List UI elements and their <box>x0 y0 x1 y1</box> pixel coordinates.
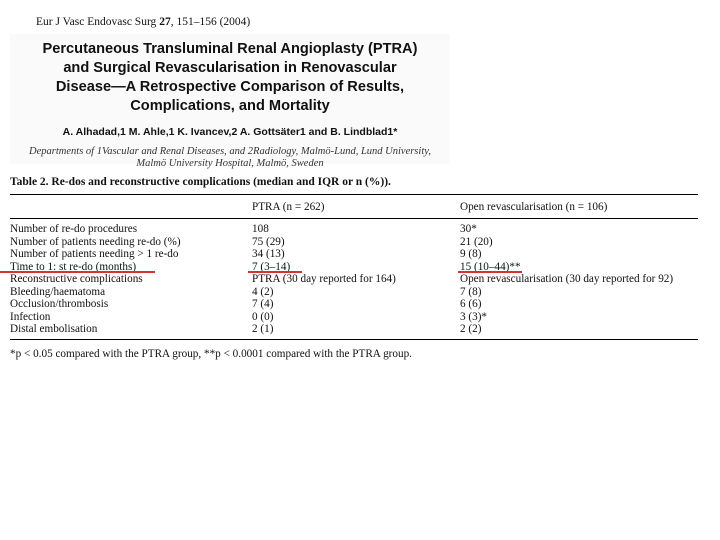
annotation-underline-ptra <box>248 271 302 273</box>
table-header-rule <box>10 218 698 219</box>
header-open-revascularisation: Open revascularisation (n = 106) <box>460 201 608 213</box>
open-value: 7 (8) <box>460 285 482 298</box>
row-label: Infection <box>10 310 51 323</box>
open-value: 3 (3)* <box>460 310 488 323</box>
row-label: Bleeding/haematoma <box>10 285 106 298</box>
ptra-value: 2 (1) <box>252 323 274 335</box>
open-value: 2 (2) <box>460 323 482 335</box>
journal-pages: , 151–156 (2004) <box>170 16 251 28</box>
open-value: 21 (20) <box>460 235 493 248</box>
annotation-underline-label <box>0 271 155 273</box>
row-label: Time to 1: st re-do (months) <box>10 260 137 273</box>
ptra-value: 34 (13) <box>252 248 285 260</box>
open-value: 9 (8) <box>460 248 482 260</box>
row-label: Distal embolisation <box>10 323 98 335</box>
table-row <box>0 311 720 324</box>
row-label: Occlusion/thrombosis <box>10 298 109 310</box>
table-row <box>0 298 720 311</box>
affiliation-line: Malmö University Hospital, Malmö, Sweden <box>136 158 324 169</box>
ptra-value: 7 (4) <box>252 298 274 310</box>
paper-header-clip <box>10 34 450 169</box>
table-row <box>0 248 720 261</box>
ptra-value: 4 (2) <box>252 285 274 298</box>
paper-title-line: Complications, and Mortality <box>130 98 330 114</box>
paper-authors: A. Alhadad,1 M. Ahle,1 K. Ivancev,2 A. Gottsäter1 and B. Lindblad1* <box>62 126 398 138</box>
open-value: 15 (10–44)** <box>460 260 521 273</box>
row-label: Number of re-do procedures <box>10 223 138 235</box>
ptra-value: 0 (0) <box>252 310 274 323</box>
annotation-underline-open <box>458 271 522 273</box>
paper-title-line: Percutaneous Transluminal Renal Angioplasty (PTRA) <box>42 41 418 57</box>
journal-name: Eur J Vasc Endovasc Surg <box>36 16 157 28</box>
ptra-value: PTRA (30 day reported for 164) <box>252 273 396 285</box>
open-value: Open revascularisation (30 day reported for 92) <box>460 273 674 285</box>
table-row <box>0 273 720 286</box>
row-label: Number of patients needing re-do (%) <box>10 235 181 248</box>
journal-volume: 27 <box>159 16 171 28</box>
table-bottom-rule <box>10 339 698 340</box>
table-footnote: *p < 0.05 compared with the PTRA group, **p < 0.0001 compared with the PTRA group. <box>10 348 412 360</box>
ptra-value: 7 (3–14) <box>252 260 291 273</box>
paper-title <box>10 40 450 116</box>
paper-affiliation <box>10 146 450 170</box>
table-row <box>0 236 720 249</box>
row-label: Reconstructive complications <box>10 273 143 285</box>
table-caption: Table 2. Re-dos and reconstructive complications (median and IQR or n (%)). <box>10 176 391 188</box>
table-row <box>0 286 720 299</box>
table-header-row <box>0 201 720 214</box>
paper-title-line: and Surgical Revascularisation in Renovascular <box>63 60 397 76</box>
header-ptra: PTRA (n = 262) <box>252 201 325 213</box>
ptra-value: 108 <box>252 223 269 235</box>
open-value: 30* <box>460 223 477 235</box>
table-row <box>0 323 720 336</box>
table-top-rule <box>10 194 698 195</box>
journal-citation <box>36 16 250 28</box>
affiliation-line: Departments of 1Vascular and Renal Diseases, and 2Radiology, Malmö-Lund, Lund University, <box>29 146 431 157</box>
table-row <box>0 223 720 236</box>
open-value: 6 (6) <box>460 298 482 310</box>
paper-title-line: Disease—A Retrospective Comparison of Results, <box>55 79 405 95</box>
ptra-value: 75 (29) <box>252 235 285 248</box>
row-label: Number of patients needing > 1 re-do <box>10 248 179 260</box>
